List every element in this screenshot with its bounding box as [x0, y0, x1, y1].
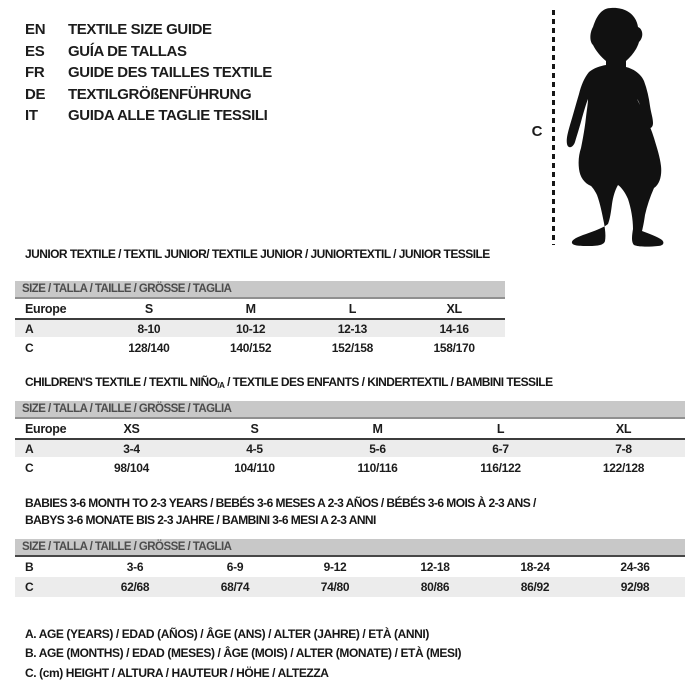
size-cell: M — [245, 301, 256, 316]
height-cell: 92/98 — [620, 580, 650, 594]
row-label: Europe — [25, 301, 67, 316]
footnote-a: A. AGE (YEARS) / EDAD (AÑOS) / ÂGE (ANS) / ALTER (JAHRE) / ETÀ (ANNI) — [25, 626, 429, 641]
size-cell: S — [144, 301, 153, 316]
height-measure-label: C — [531, 123, 543, 140]
language-code: ES — [25, 42, 45, 60]
footnote-c: C. (cm) HEIGHT / ALTURA / HAUTEUR / HÖHE / ALTEZZA — [25, 665, 329, 680]
legend-footnotes — [25, 624, 461, 683]
children-section-title — [25, 375, 553, 390]
children-title-pre: CHILDREN'S TEXTILE / TEXTIL NIÑO — [25, 375, 218, 389]
size-cell: S — [250, 421, 259, 436]
children-title-sub: /A — [217, 381, 225, 390]
guide-title: TEXTILE SIZE GUIDE — [68, 21, 212, 39]
list-item — [25, 105, 272, 127]
size-cell: XL — [446, 301, 462, 316]
children-title-post: / TEXTILE DES ENFANTS / KINDERTEXTIL / BAMBINI TESSILE — [224, 375, 553, 389]
row-label: C — [25, 580, 34, 594]
height-cell: 86/92 — [520, 580, 550, 594]
guide-title: GUÍA DE TALLAS — [68, 42, 187, 60]
list-item — [25, 19, 272, 41]
height-cell: 104/110 — [234, 460, 275, 475]
row-label: C — [25, 340, 34, 355]
age-cell: 6-7 — [492, 441, 509, 456]
age-cell: 24-36 — [620, 560, 650, 574]
table-row-europe — [15, 419, 685, 440]
language-code: EN — [25, 21, 46, 39]
size-header-label: SIZE / TALLA / TAILLE / GRÖSSE / TAGLIA — [22, 403, 232, 415]
age-cell: 14-16 — [439, 321, 469, 336]
children-size-table — [15, 401, 685, 478]
guide-title: GUIDA ALLE TAGLIE TESSILI — [68, 107, 268, 125]
height-cell: 140/152 — [229, 340, 272, 355]
age-cell: 4-5 — [246, 441, 263, 456]
size-cell: XL — [615, 421, 632, 436]
age-cell: 3-4 — [123, 441, 140, 456]
babies-section-title-line1: BABIES 3-6 MONTH TO 2-3 YEARS / BEBÉS 3-6 MESES A 2-3 AÑOS / BÉBÉS 3-6 MOIS À 2-3 ANS / — [25, 496, 536, 510]
size-header-bar — [15, 281, 505, 299]
size-header-bar — [15, 401, 685, 419]
list-item — [25, 62, 272, 84]
size-cell: L — [348, 301, 357, 316]
size-cell: XS — [123, 421, 140, 436]
table-row-age — [15, 440, 685, 457]
table-row-height — [15, 577, 685, 597]
age-cell: 8-10 — [137, 321, 161, 336]
height-cell: 158/170 — [433, 340, 475, 355]
row-label: A — [25, 441, 34, 456]
junior-section-title: JUNIOR TEXTILE / TEXTIL JUNIOR/ TEXTILE JUNIOR / JUNIORTEXTIL / JUNIOR TESSILE — [25, 247, 490, 261]
language-code: IT — [25, 107, 38, 125]
footnote-b: B. AGE (MONTHS) / EDAD (MESES) / ÂGE (MOIS) / ALTER (MONATE) / ETÀ (MESI) — [25, 646, 462, 661]
age-cell: 12-18 — [420, 560, 450, 574]
list-item — [25, 41, 272, 63]
row-label: B — [25, 560, 34, 574]
height-cell: 152/158 — [331, 340, 374, 355]
row-label: C — [25, 460, 34, 475]
language-title-list — [25, 19, 272, 127]
height-cell: 68/74 — [220, 580, 250, 594]
age-cell: 9-12 — [323, 560, 347, 574]
table-row-height — [15, 457, 685, 478]
height-cell: 128/140 — [128, 340, 170, 355]
table-row-europe — [15, 299, 505, 320]
row-label: Europe — [25, 421, 67, 436]
table-row-age — [15, 320, 505, 337]
age-cell: 10-12 — [236, 321, 266, 336]
height-cell: 122/128 — [602, 460, 645, 475]
height-cell: 62/68 — [120, 580, 150, 594]
age-cell: 6-9 — [226, 560, 244, 574]
height-cell: 98/104 — [114, 460, 149, 475]
size-header-label: SIZE / TALLA / TAILLE / GRÖSSE / TAGLIA — [22, 541, 232, 553]
language-code: FR — [25, 64, 45, 82]
row-label: A — [25, 321, 34, 336]
height-cell: 110/116 — [357, 460, 398, 475]
size-header-bar — [15, 539, 685, 557]
age-cell: 3-6 — [126, 560, 144, 574]
age-cell: 18-24 — [520, 560, 550, 574]
table-row-age-months — [15, 557, 685, 577]
height-cell: 80/86 — [420, 580, 450, 594]
guide-title: TEXTILGRÖßENFÜHRUNG — [68, 85, 252, 103]
size-header-label: SIZE / TALLA / TAILLE / GRÖSSE / TAGLIA — [22, 283, 232, 295]
size-cell: L — [496, 421, 505, 436]
junior-size-table — [15, 281, 505, 358]
language-code: DE — [25, 85, 46, 103]
age-cell: 5-6 — [369, 441, 386, 456]
toddler-silhouette-icon — [563, 5, 697, 249]
babies-size-table — [15, 539, 685, 597]
babies-section-title-line2: BABYS 3-6 MONATE BIS 2-3 JAHRE / BAMBINI 3-6 MESI A 2-3 ANNI — [25, 513, 376, 527]
table-row-height — [15, 337, 505, 358]
age-cell: 7-8 — [615, 441, 632, 456]
age-cell: 12-13 — [337, 321, 367, 336]
height-cell: 116/122 — [480, 460, 521, 475]
list-item — [25, 84, 272, 106]
size-cell: M — [372, 421, 383, 436]
height-measure-dashed-line — [552, 10, 555, 245]
height-cell: 74/80 — [320, 580, 350, 594]
guide-title: GUIDE DES TAILLES TEXTILE — [68, 64, 272, 82]
